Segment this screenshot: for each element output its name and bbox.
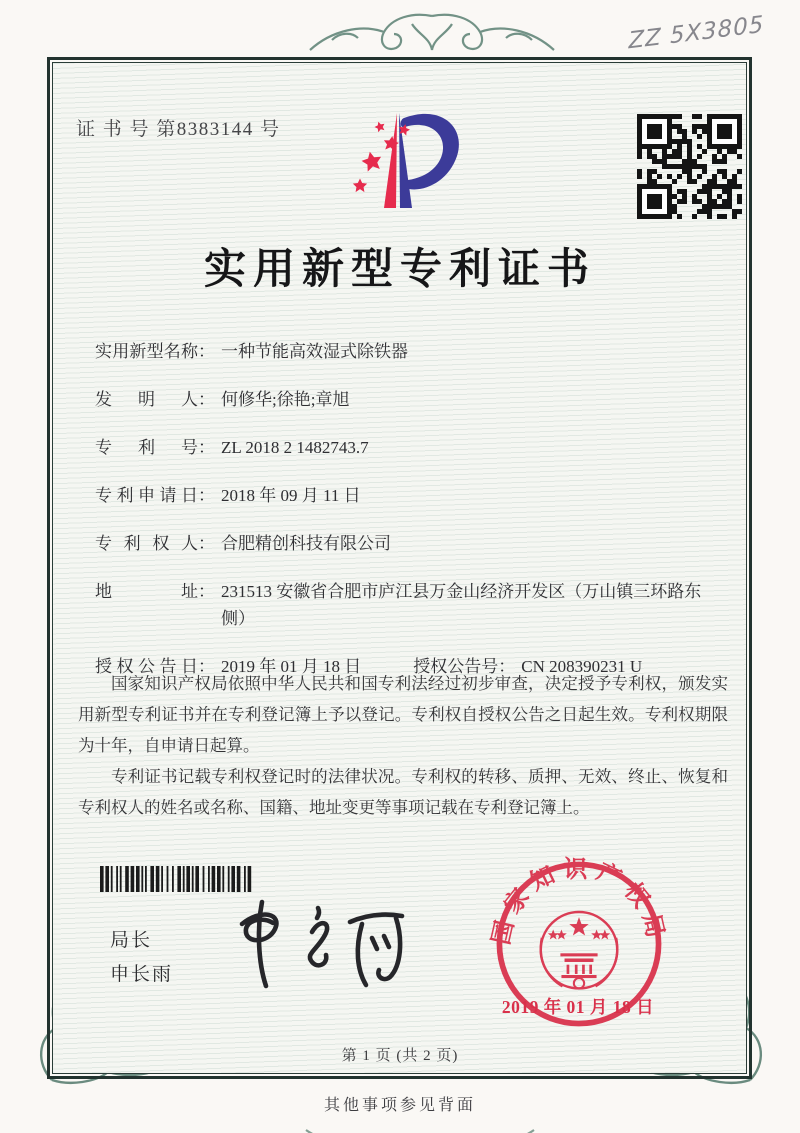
seal-date: 2019 年 01 月 18 日 (501, 997, 655, 1017)
field-label: 授权公告号 (413, 657, 499, 676)
field-value: 一种节能高效湿式除铁器 (221, 342, 408, 361)
field-value: 何修华;徐艳;章旭 (221, 390, 350, 409)
field-patent-number (95, 434, 713, 461)
field-value: 2018 年 09 月 11 日 (221, 486, 361, 505)
handwritten-code: ZZ 5X3805 (628, 11, 765, 55)
signer-name: 申长雨 (110, 964, 174, 985)
field-label: 专利申请日 (95, 486, 198, 505)
field-value: 2019 年 01 月 18 日 (221, 657, 362, 676)
ornament-top-center (292, 10, 572, 60)
legal-paragraph-2: 专利证书记载专利权登记时的法律状况。专利权的转移、质押、无效、终止、恢复和专利权人的姓名或名称、国籍、地址变更等事项记载在专利登记簿上。 (78, 767, 728, 817)
field-utility-model-name (95, 338, 713, 365)
field-value: CN 208390231 U (521, 657, 643, 676)
legal-text (78, 668, 728, 823)
field-colon: ： (198, 582, 215, 601)
field-label: 发明人 (95, 390, 198, 409)
field-inventors (95, 386, 713, 413)
field-value: ZL 2018 2 1482743.7 (221, 438, 369, 457)
svg-text:国家知识产权局 (488, 856, 671, 947)
national-emblem-icon (541, 912, 618, 988)
field-colon: ： (198, 657, 215, 676)
field-label: 实用新型名称 (95, 342, 198, 361)
cnipa-logo-icon (330, 106, 470, 230)
field-label: 专利权人 (95, 534, 198, 553)
field-colon: ： (198, 342, 215, 361)
seal-text: 国家知识产权局 (488, 857, 670, 948)
field-patentee (95, 530, 713, 557)
page-indicator: 第 1 页 (共 2 页) (341, 1048, 459, 1064)
certificate-number: 证 书 号 第8383144 号 (76, 119, 281, 140)
signer-block (110, 924, 173, 992)
qr-code (637, 114, 742, 219)
field-list (95, 338, 713, 680)
field-label: 地址 (95, 582, 198, 601)
field-colon: ： (198, 486, 215, 505)
back-side-note: 其他事项参见背面 (323, 1097, 476, 1114)
legal-paragraph-1: 国家知识产权局依照中华人民共和国专利法经过初步审查，决定授予专利权，颁发实用新型专利证书并在专利登记簿上予以登记。专利权自授权公告之日起生效。专利权期限为十年，自申请日起算。 (78, 674, 728, 755)
field-value: 231513 安徽省合肥市庐江县万金山经济开发区（万山镇三环路东侧） (221, 582, 702, 628)
field-colon: ： (198, 438, 215, 457)
field-colon: ： (498, 657, 516, 676)
field-filing-date (95, 482, 713, 509)
field-colon: ： (198, 534, 215, 553)
field-colon: ： (198, 390, 215, 409)
field-address (95, 578, 713, 632)
field-value: 合肥精创科技有限公司 (221, 534, 391, 553)
signature-script (212, 888, 427, 996)
certificate-title: 实用新型专利证书 (203, 247, 596, 293)
field-label: 授权公告日 (95, 657, 198, 676)
ornament-bottom-center (290, 1118, 550, 1133)
signer-title: 局长 (110, 930, 153, 951)
field-label: 专利号 (95, 438, 198, 457)
